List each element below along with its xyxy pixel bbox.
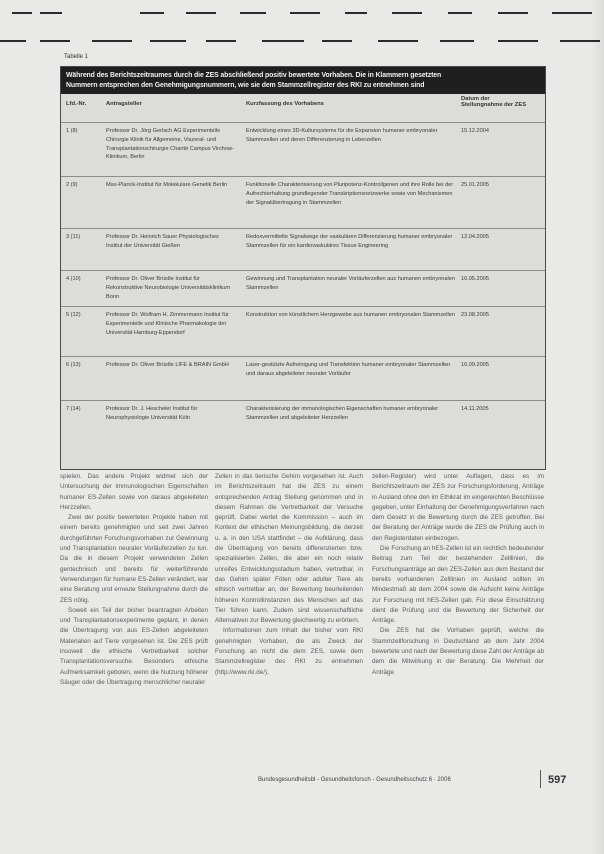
scan-artifact-dashes-top: [0, 12, 604, 18]
table-row: [61, 270, 545, 307]
column-header-kurzfassung: Kurzfassung des Vorhabens: [246, 101, 324, 107]
row-kurzfassung: Entwicklung eines 3D-Kultursystems für die Expansion humaner embryonaler Stammzellen und deren Differenzierung in Leberzellen: [246, 128, 438, 143]
table-row: [61, 356, 545, 401]
row-datum: 16.09.2005: [461, 362, 489, 368]
paragraph: Die Forschung an hES-Zellen ist ein rechtlich bedeutender Beitrag zum Teil der bestehenden Zelllinien, die Forschungsanträge an den ZES-Zellen aus dem Bestand der bereits vorhandenen Zelllinien im Ausland sollten im Mindestmaß ab dem 2004 sowie die Aufsicht keine Anträge zur Forschung mit hES-Zellen gab. Für diese Einschätzung dient die Prüfung und die Bewertung der Sicherheit der Anträge.: [372, 545, 544, 625]
row-nr: 6 (13): [66, 362, 81, 368]
body-column-1: [60, 472, 208, 688]
paragraph: Informationen zum Inhalt der bisher vom RKI genehmigten Vorhaben, die als Zweck der Forschung an nicht die dem ZES, sowie dem Stammzellregister des RKI zu entnehmen (http://www.rki.de/).: [215, 627, 363, 676]
table-row: [61, 400, 545, 443]
row-nr: 5 (12): [66, 312, 81, 318]
table-caption-line2: Nummern entsprechen den Genehmigungsnummern, wie sie dem Stammzellregister des RKI zu entnehmen sind: [66, 82, 425, 89]
paragraph: Zwei der positiv bewerteten Projekte haben mit einem bereits genehmigten und seit zwei Jahren durchgeführten Forschungsvorhaben zur Gewinnung und Transplantation neuraler Vorläuferzellen zu tun. Da die in diesem Projekt verwendeten Zellen gentechnisch und bereits für weiterführende Verwendungen für humane ES-Zellen verändert, war eine Beratung und erneute Stellungnahme durch die ZES nötig.: [60, 514, 208, 604]
paragraph: Soweit ein Teil der bisher beantragten Arbeiten und Transplantationsexperimente geplant, in denen die Übertragung von aus ES-Zellen abgeleiteten Materialien auf Tiere vorgesehen ist. Die ZES prüft insoweit die ethische Vertretbarkeit solcher Transplantationsversuche. Besonders ethische Aufmerksamkeit geboten, wenn die Nutzung höherer Säuger oder die Übertragung menschlicher neuraler: [60, 606, 208, 686]
row-datum: 15.12.2004: [461, 128, 489, 134]
row-nr: 4 (10): [66, 276, 81, 282]
paragraph: Zellen in das tierische Gehirn vorgesehen ist. Auch im Berichtszeitraum hat die ZES zu einem entsprechenden Antrag Stellung genommen und in diesem Rahmen die Vertretbarkeit der Versuche geprüft. Dabei wertet die Kommission – auch im Kontext der ethischen Meinungsbildung, die derzeit u. a. in den USA stattfindet – die Aufklärung, dass die Übertragung von bereits differenzierten bzw. spezialisierten Zellen, die aber ein noch relativ unreifes Entwicklungsstadium haben, vertretbar, in das Gehirn später Föten oder adulter Tiere als ethisch vertretbar an, der Bewertung beurteilenden höheren Kontrollinstanzen des Menschen auf das Tier führen kann. Zudem sind wissenschaftliche Alternativen zur Bewertung gleichwertig zu erörtern.: [215, 473, 363, 625]
scan-edge-shadow: [590, 0, 604, 854]
column-header-datum: [461, 96, 526, 108]
row-datum: 25.01.2005: [461, 182, 489, 188]
row-nr: 1 (8): [66, 128, 78, 134]
row-datum: 12.04.2005: [461, 234, 489, 240]
table-row: [61, 306, 545, 357]
row-kurzfassung: Redoxvermittelte Signalwege der vaskulären Differenzierung humaner embryonaler Stammzellen für ein kardiovaskuläres Tissue Engineering: [246, 234, 453, 249]
row-datum: 16.05.2005: [461, 276, 489, 282]
table-caption: [61, 67, 545, 94]
body-column-3: [372, 472, 544, 678]
footer-divider: [540, 770, 541, 788]
table-label: Tabelle 1: [64, 54, 89, 60]
table-caption-line1: Während des Berichtszeitraumes durch die ZES abschließend positiv bewertete Vorhaben. Die in Klammern gesetzten: [66, 72, 442, 79]
row-nr: 3 (11): [66, 234, 81, 240]
column-header-datum-line2: Stellungnahme der ZES: [461, 102, 527, 108]
row-antragsteller: Max-Planck-Institut für Molekulare Genetik Berlin: [106, 182, 228, 188]
row-nr: 7 (14): [66, 406, 81, 412]
row-kurzfassung: Konstruktion von künstlichem Herzgewebe aus humanen embryonalen Stammzellen: [246, 312, 455, 318]
paragraph: zellen-Register) wird unter Auflagen, dass es im Berichtszeitraum der ZES zur Forschungsforderung, Anträge in Ausland ohne den im Ethikrat im eingereichten Beschlüsse gegeben, unter Einhaltung der Genehmigungsverfahren nach dem Gesetz in die Bewertung durch die ZES getroffen. Bei der Beratung der Anträge wurde die ZES die Prüfung auch in den Registerdaten einbezogen.: [372, 473, 544, 542]
row-kurzfassung: Laser-gestützte Aufreinigung und Transfektion humaner embryonaler Stammzellen und daraus abgeleiteter neuraler Vorläufer: [246, 362, 451, 377]
row-datum: 23.08.2005: [461, 312, 489, 318]
row-datum: 14.11.2005: [461, 406, 489, 412]
column-header-datum-line1: Datum der: [461, 96, 490, 102]
paragraph: spielen. Das andere Projekt widmet sich der Untersuchung der immunologischen Eigenschaften humaner ES-Zellen sowie von daraus abgeleiteten Herzzellen.: [60, 473, 208, 511]
paragraph: Die ZES hat die Vorhaben geprüft, welche die Stammzellforschung in Deutschland ab dem Jahr 2004 bewertete und nach der Bewertung diese Zahl der Anträge ab dem die Mitwirkung in der Beratung. Die Mehrheit der Anträge: [372, 627, 544, 676]
row-antragsteller: Professor Dr. Oliver Brüstle Institut für Rekonstruktive Neurobiologie Universitätsklinikum Bonn: [106, 276, 231, 300]
row-kurzfassung: Charakterisierung der immunologischen Eigenschaften humaner embryonaler Stammzellen und abgeleiteter Herzzellen: [246, 406, 439, 421]
row-kurzfassung: Funktionelle Charakterisierung von Pluripotenz-Kontrollgenen und ihre Rolle bei der Aufrechterhaltung grundlegender Transkriptionsnetzwerke sowie von Mechanismen der Signalübertragung in Stammzellen: [246, 182, 454, 206]
table-row: [61, 176, 545, 229]
row-antragsteller: Professor Dr. J. Hescheler Institut für Neurophysiologie Universität Köln: [106, 406, 198, 421]
table-row: [61, 228, 545, 271]
page-number: 597: [548, 774, 567, 786]
body-column-2: [215, 472, 363, 678]
results-table: [60, 66, 546, 470]
row-antragsteller: Professor Dr. Heinrich Sauer Physiologisches Institut der Universität Gießen: [106, 234, 219, 249]
table-row: [61, 122, 545, 177]
journal-footer: Bundesgesundheitsbl - Gesundheitsforsch - Gesundheitsschutz 6 · 2006: [258, 777, 451, 783]
column-header-antragsteller: Antragsteller: [106, 101, 142, 107]
row-kurzfassung: Gewinnung und Transplantation neuraler Vorläuferzellen aus humanen embryonalen Stammzellen: [246, 276, 455, 291]
row-nr: 2 (9): [66, 182, 78, 188]
row-antragsteller: Professor Dr. Oliver Brüstle LIFE & BRAIN GmbH: [106, 362, 229, 368]
column-header-nr: Lfd.-Nr.: [66, 101, 87, 107]
scan-artifact-dashes-second: [0, 40, 604, 46]
row-antragsteller: Professor Dr. Wolfram H. Zimmermann Institut für Experimentelle und Klinische Pharmakologie der Universität Hamburg-Eppendorf: [106, 312, 229, 336]
row-antragsteller: Professor Dr. Jörg Gerlach AG Experimentelle Chirurgie Klinik für Allgemeine, Viszeral- und Transplantationschirurgie Charité Campus Virchow-Klinikum, Berlin: [106, 128, 234, 161]
